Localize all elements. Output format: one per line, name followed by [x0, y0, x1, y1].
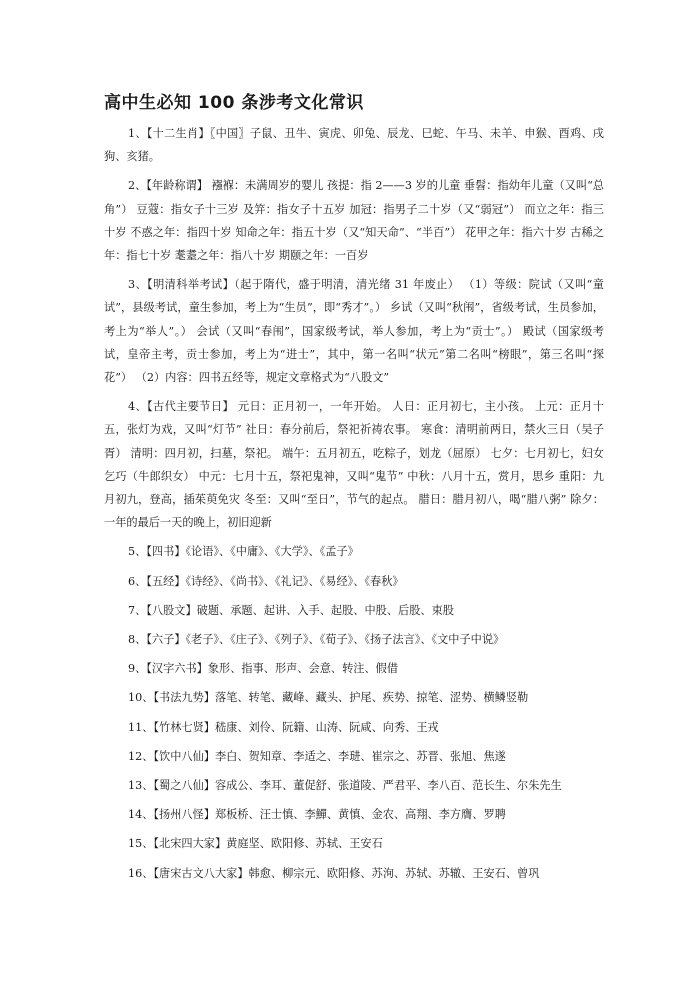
item-num: 12、: [128, 749, 154, 763]
list-item: [104, 803, 604, 826]
item-tag: 【唐宋古文八大家】: [153, 866, 249, 880]
item-body: 韩愈、柳宗元、欧阳修、苏洵、苏轼、苏辙、王安石、曾巩: [248, 866, 540, 880]
list-item: [104, 540, 604, 563]
list-item: [104, 570, 604, 593]
item-tag: 【明清科举考试】: [147, 278, 235, 292]
item-tag: 【饮中八仙】: [153, 749, 215, 763]
item-body: 黄庭坚、欧阳修、苏轼、王安石: [226, 837, 383, 851]
item-tag: 【十二生肖】: [146, 127, 210, 140]
item-body: 落笔、转笔、藏峰、藏头、护尾、疾势、掠笔、涩势、横鳞竖勒: [214, 691, 529, 705]
item-body: 襁褓：未满周岁的婴儿 孩提：指 2——3 岁的儿童 垂髫：指幼年儿童（又叫“总角”） 豆蔻：指女子十三岁 及笄：指女子十五岁 加冠：指男子二十岁（又“弱冠”） 而立之年：指三十岁 不惑之年：指四十岁 知命之年：指五十岁（又“知天命”、“半百”） 花甲之年：指六十岁 古稀之年：指七十岁 耄耋之年：指八十岁 期颐之年：一百岁: [104, 179, 604, 263]
item-tag: 【四书】: [146, 545, 186, 559]
item-tag: 【八股文】: [146, 603, 197, 617]
item-tag: 【扬州八怪】: [153, 808, 215, 822]
item-num: 13、: [128, 779, 154, 793]
list-item: [104, 599, 604, 622]
item-num: 11、: [128, 720, 154, 734]
list-item: [104, 657, 604, 680]
item-body: 《论语》、《中庸》、《大学》、《孟子》: [185, 545, 359, 559]
item-body: 破题、承题、起讲、入手、起股、中股、后股、束股: [196, 603, 454, 617]
item-tag: 【汉字六书】: [146, 662, 208, 676]
list-item: [104, 832, 604, 855]
item-body: 元日：正月初一，一年开始。 人日：正月初七，主小孩。 上元：正月十五，张灯为戏，又叫“灯节” 社日：春分前后，祭祀祈祷农事。 寒食：清明前两日，禁火三日（吴子胥） 清明：四月初，扫墓，祭祀。 端午：五月初五，吃粽子，划龙（屈原） 七夕：七月初七，妇女乞巧（牛郎织女） 中元：七月十五，祭祀鬼神，又叫“鬼节” 中秋：八月十五，赏月，思乡 重阳：九月初九，登高，插茱萸免灾 冬至：又叫“至日”，节气的起点。 腊日：腊月初八，喝“腊八粥” 除夕：一年的最后一天的晚上，初旧迎新: [104, 400, 605, 530]
item-tag: 【古代主要节日】: [147, 400, 235, 414]
item-tag: 【六子】: [146, 633, 186, 647]
item-tag: 【五经】: [146, 574, 186, 588]
item-num: 14、: [128, 808, 154, 822]
item-num: 6、: [128, 574, 147, 588]
item-num: 1、: [128, 127, 147, 140]
item-tag: 【北宋四大家】: [153, 837, 227, 851]
document-title: 高中生必知 100 条涉考文化常识: [104, 93, 364, 113]
item-num: 16、: [128, 866, 154, 880]
list-item: [104, 716, 604, 739]
item-body: 容成公、李耳、董促舒、张道陵、严君平、李八百、范长生、尔朱先生: [214, 779, 562, 793]
item-num: 5、: [128, 545, 147, 559]
item-num: 4、: [128, 400, 148, 414]
item-num: 15、: [128, 837, 154, 851]
item-body: 郑板桥、汪士慎、李鱓、黄慎、金农、高翔、李方膺、罗聘: [214, 808, 506, 822]
item-body: （起于隋代，盛于明清，清光绪 31 年废止） （1）等级：院试（又叫“童试”，县级考试，童生参加，考上为“生员”，即“秀才”。） 乡试（又叫“秋闱”，省级考试，生员参加，考上为“举人”。） 会试（又叫“春闱”，国家级考试，举人参加，考上为“贡士”。） 殿试（国家级考试，皇帝主考，贡士参加，考上为“进士”，其中，第一名叫“状元”第二名叫“榜眼”，第三名叫“探花”） （2）内容：四书五经等，规定文章格式为“八股文”: [104, 278, 604, 385]
list-item: [104, 774, 604, 797]
list-item: [104, 174, 604, 267]
item-num: 3、: [128, 278, 148, 292]
item-tag: 【蜀之八仙】: [153, 779, 215, 793]
item-num: 9、: [128, 662, 147, 676]
item-body: 《诗经》、《尚书》、《礼记》、《易经》、《春秋》: [185, 574, 404, 588]
item-tag: 【书法九势】: [153, 691, 215, 705]
item-body: 〖中国〗子鼠、丑牛、寅虎、卯兔、辰龙、巳蛇、午马、未羊、申猴、酉鸡、戌狗、亥猪。: [104, 127, 604, 164]
list-item: [104, 686, 604, 709]
item-body: 《老子》、《庄子》、《列子》、《荀子》、《扬子法言》、《文中子中说》: [185, 633, 505, 647]
item-tag: 【年龄称谓】: [146, 179, 208, 193]
item-body: 象形、指事、形声、会意、转注、假借: [207, 662, 399, 676]
item-num: 2、: [128, 179, 147, 193]
list-item: [104, 862, 604, 885]
item-tag: 【竹林七贤】: [153, 720, 215, 734]
list-item: [104, 122, 604, 168]
item-num: 7、: [128, 603, 147, 617]
list-item: [104, 395, 604, 534]
item-num: 10、: [128, 691, 154, 705]
item-body: 李白、贺知章、李适之、李琎、崔宗之、苏晋、张旭、焦遂: [214, 749, 506, 763]
item-num: 8、: [128, 633, 147, 647]
list-item: [104, 745, 604, 768]
item-list: [104, 122, 604, 885]
list-item: [104, 273, 604, 389]
list-item: [104, 628, 604, 651]
item-body: 嵇康、刘伶、阮籍、山涛、阮咸、向秀、王戎: [214, 720, 439, 734]
